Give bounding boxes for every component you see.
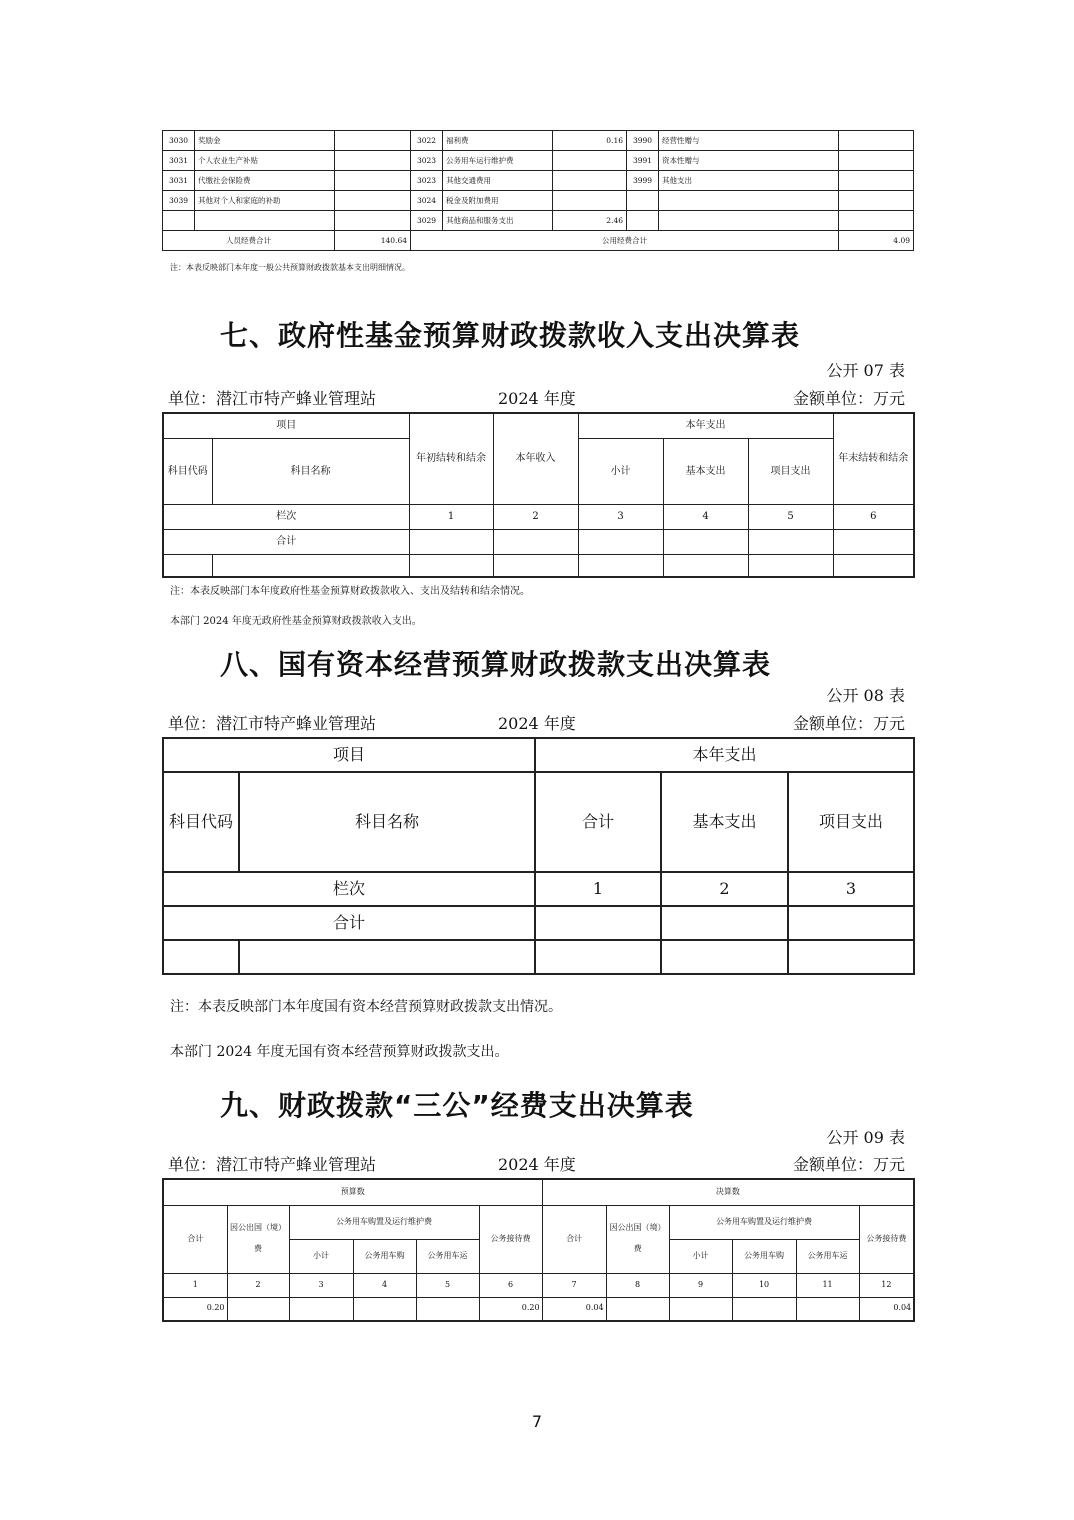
header-budget-abroad: 因公出国（境）费 [227, 1205, 289, 1273]
cell-code: 3030 [163, 131, 195, 151]
empty-cell [212, 555, 409, 577]
header-final-reception: 公务接待费 [859, 1205, 914, 1273]
header-budget-car: 公务用车购置及运行维护费 [289, 1205, 479, 1239]
column-no: 2 [227, 1273, 289, 1297]
empty-cell [535, 906, 661, 940]
basic-expense-detail-table [162, 130, 914, 251]
section8-money-unit: 金额单位：万元 [792, 714, 905, 733]
column-no: 6 [479, 1273, 542, 1297]
empty-cell [535, 940, 661, 974]
public-total-value: 4.09 [839, 231, 914, 251]
cell-val [839, 191, 914, 211]
value-cell: 0.04 [859, 1297, 914, 1321]
column-no: 5 [416, 1273, 479, 1297]
header-car-run: 公务用车运 [796, 1239, 859, 1273]
empty-cell [748, 555, 833, 577]
cell-code: 3022 [411, 131, 443, 151]
empty-cell [663, 530, 748, 555]
table-row [163, 131, 914, 151]
header-name: 科目名称 [212, 439, 409, 505]
cell-val [839, 151, 914, 171]
cell-code: 3039 [163, 191, 195, 211]
column-no: 2 [493, 505, 578, 530]
empty-cell [661, 940, 788, 974]
value-cell [669, 1297, 732, 1321]
section7-year: 2024 年度 [498, 389, 576, 408]
header-basic: 基本支出 [663, 439, 748, 505]
empty-cell [409, 555, 493, 577]
section7-table-no: 公开 07 表 [826, 361, 905, 380]
table-row [163, 211, 914, 231]
header-name: 科目名称 [239, 772, 535, 872]
gov-fund-table [162, 412, 915, 578]
personnel-total-label: 人员经费合计 [163, 231, 335, 251]
table-row [163, 191, 914, 211]
header-budget-total: 合计 [163, 1205, 227, 1273]
cell-val [839, 171, 914, 191]
cell-name [659, 211, 839, 231]
totals-row [163, 231, 914, 251]
empty-cell [493, 555, 578, 577]
section9-year: 2024 年度 [498, 1155, 576, 1174]
header-car-run: 公务用车运 [416, 1239, 479, 1273]
header-final-car: 公务用车购置及运行维护费 [669, 1205, 859, 1239]
cell-code: 3999 [627, 171, 659, 191]
column-no: 1 [535, 872, 661, 906]
empty-cell [163, 940, 239, 974]
cell-val: 2.46 [553, 211, 627, 231]
empty-cell [578, 555, 663, 577]
cell-name: 资本性赠与 [659, 151, 839, 171]
cell-name: 代缴社会保险费 [195, 171, 335, 191]
section8-year: 2024 年度 [498, 714, 576, 733]
table-row [163, 171, 914, 191]
cell-name: 其他交通费用 [443, 171, 553, 191]
top-table-note: 注：本表反映部门本年度一般公共预算财政拨款基本支出明细情况。 [170, 263, 410, 272]
empty-cell [409, 530, 493, 555]
cell-val [553, 171, 627, 191]
section7-note: 注：本表反映部门本年度政府性基金预算财政拨款收入、支出及结转和结余情况。 [170, 586, 530, 597]
column-no: 7 [542, 1273, 606, 1297]
cell-val [335, 211, 411, 231]
cell-code: 3023 [411, 171, 443, 191]
empty-cell [833, 555, 914, 577]
three-public-expense-table [162, 1178, 915, 1322]
header-car-purchase: 公务用车购 [353, 1239, 416, 1273]
header-begin-balance: 年初结转和结余 [409, 413, 493, 505]
empty-cell [663, 555, 748, 577]
header-item: 项目 [163, 738, 535, 772]
cell-val [553, 191, 627, 211]
section7-title: 七、政府性基金预算财政拨款收入支出决算表 [220, 319, 801, 352]
header-budget: 预算数 [163, 1179, 542, 1205]
column-no: 4 [663, 505, 748, 530]
section7-unit: 单位：潜江市特产蜂业管理站 [168, 389, 377, 408]
section8-note: 注：本表反映部门本年度国有资本经营预算财政拨款支出情况。 [170, 999, 562, 1015]
cell-name: 公务用车运行维护费 [443, 151, 553, 171]
cell-val [335, 171, 411, 191]
state-capital-table [162, 737, 915, 975]
header-project: 项目支出 [788, 772, 914, 872]
cell-code [627, 191, 659, 211]
empty-cell [788, 940, 914, 974]
empty-cell [578, 530, 663, 555]
column-no: 9 [669, 1273, 732, 1297]
column-no-label: 栏次 [163, 505, 409, 530]
header-project: 项目支出 [748, 439, 833, 505]
cell-code: 3990 [627, 131, 659, 151]
value-cell [732, 1297, 796, 1321]
cell-code: 3991 [627, 151, 659, 171]
header-car-purchase: 公务用车购 [732, 1239, 796, 1273]
header-subtotal: 小计 [578, 439, 663, 505]
section8-unit: 单位：潜江市特产蜂业管理站 [168, 714, 377, 733]
header-item: 项目 [163, 413, 409, 439]
cell-val [335, 191, 411, 211]
cell-code [627, 211, 659, 231]
empty-cell [493, 530, 578, 555]
section9-table-no: 公开 09 表 [826, 1128, 905, 1147]
cell-name: 其他对个人和家庭的补助 [195, 191, 335, 211]
value-cell [289, 1297, 353, 1321]
column-no: 1 [409, 505, 493, 530]
column-no: 6 [833, 505, 914, 530]
cell-val [335, 151, 411, 171]
cell-name: 其他支出 [659, 171, 839, 191]
empty-cell [163, 555, 212, 577]
section7-money-unit: 金额单位：万元 [792, 389, 905, 408]
value-cell: 0.04 [542, 1297, 606, 1321]
header-final: 决算数 [542, 1179, 914, 1205]
value-cell [353, 1297, 416, 1321]
section8-remark: 本部门 2024 年度无国有资本经营预算财政拨款支出。 [170, 1044, 509, 1060]
cell-val [839, 211, 914, 231]
value-cell: 0.20 [479, 1297, 542, 1321]
header-total: 合计 [535, 772, 661, 872]
column-no-label: 栏次 [163, 872, 535, 906]
cell-name: 经营性赠与 [659, 131, 839, 151]
column-no: 11 [796, 1273, 859, 1297]
value-cell [227, 1297, 289, 1321]
empty-cell [788, 906, 914, 940]
cell-name: 其他商品和服务支出 [443, 211, 553, 231]
header-final-abroad: 因公出国（境）费 [606, 1205, 669, 1273]
page-number: 7 [531, 1412, 543, 1431]
empty-cell [661, 906, 788, 940]
column-no: 2 [661, 872, 788, 906]
section8-title: 八、国有资本经营预算财政拨款支出决算表 [220, 648, 772, 681]
header-income: 本年收入 [493, 413, 578, 505]
value-cell [606, 1297, 669, 1321]
column-no: 8 [606, 1273, 669, 1297]
cell-name [659, 191, 839, 211]
section9-title: 九、财政拨款“三公”经费支出决算表 [220, 1089, 694, 1122]
column-no: 10 [732, 1273, 796, 1297]
header-code: 科目代码 [163, 439, 212, 505]
column-no: 3 [578, 505, 663, 530]
cell-code: 3031 [163, 171, 195, 191]
cell-val [839, 131, 914, 151]
cell-name: 个人农业生产补贴 [195, 151, 335, 171]
header-end-balance: 年末结转和结余 [833, 413, 914, 505]
value-cell [416, 1297, 479, 1321]
empty-cell [748, 530, 833, 555]
column-no: 1 [163, 1273, 227, 1297]
section9-unit: 单位：潜江市特产蜂业管理站 [168, 1155, 377, 1174]
cell-val [335, 131, 411, 151]
empty-cell [833, 530, 914, 555]
section9-money-unit: 金额单位：万元 [792, 1155, 905, 1174]
cell-code [163, 211, 195, 231]
header-expense: 本年支出 [535, 738, 914, 772]
header-budget-reception: 公务接待费 [479, 1205, 542, 1273]
header-final-total: 合计 [542, 1205, 606, 1273]
value-cell [796, 1297, 859, 1321]
cell-code: 3024 [411, 191, 443, 211]
personnel-total-value: 140.64 [335, 231, 411, 251]
column-no: 3 [289, 1273, 353, 1297]
header-subtotal: 小计 [669, 1239, 732, 1273]
cell-name: 奖励金 [195, 131, 335, 151]
header-basic: 基本支出 [661, 772, 788, 872]
cell-code: 3023 [411, 151, 443, 171]
public-total-label: 公用经费合计 [411, 231, 839, 251]
cell-code: 3029 [411, 211, 443, 231]
header-subtotal: 小计 [289, 1239, 353, 1273]
total-label: 合计 [163, 530, 409, 555]
cell-name: 福利费 [443, 131, 553, 151]
column-no: 3 [788, 872, 914, 906]
cell-val [553, 151, 627, 171]
header-code: 科目代码 [163, 772, 239, 872]
column-no: 5 [748, 505, 833, 530]
cell-name: 税金及附加费用 [443, 191, 553, 211]
value-cell: 0.20 [163, 1297, 227, 1321]
table-row [163, 151, 914, 171]
cell-val: 0.16 [553, 131, 627, 151]
total-label: 合计 [163, 906, 535, 940]
section8-table-no: 公开 08 表 [826, 686, 905, 705]
column-no: 4 [353, 1273, 416, 1297]
section7-remark: 本部门 2024 年度无政府性基金预算财政拨款收入支出。 [170, 616, 422, 627]
cell-name [195, 211, 335, 231]
column-no: 12 [859, 1273, 914, 1297]
header-expense: 本年支出 [578, 413, 833, 439]
cell-code: 3031 [163, 151, 195, 171]
empty-cell [239, 940, 535, 974]
